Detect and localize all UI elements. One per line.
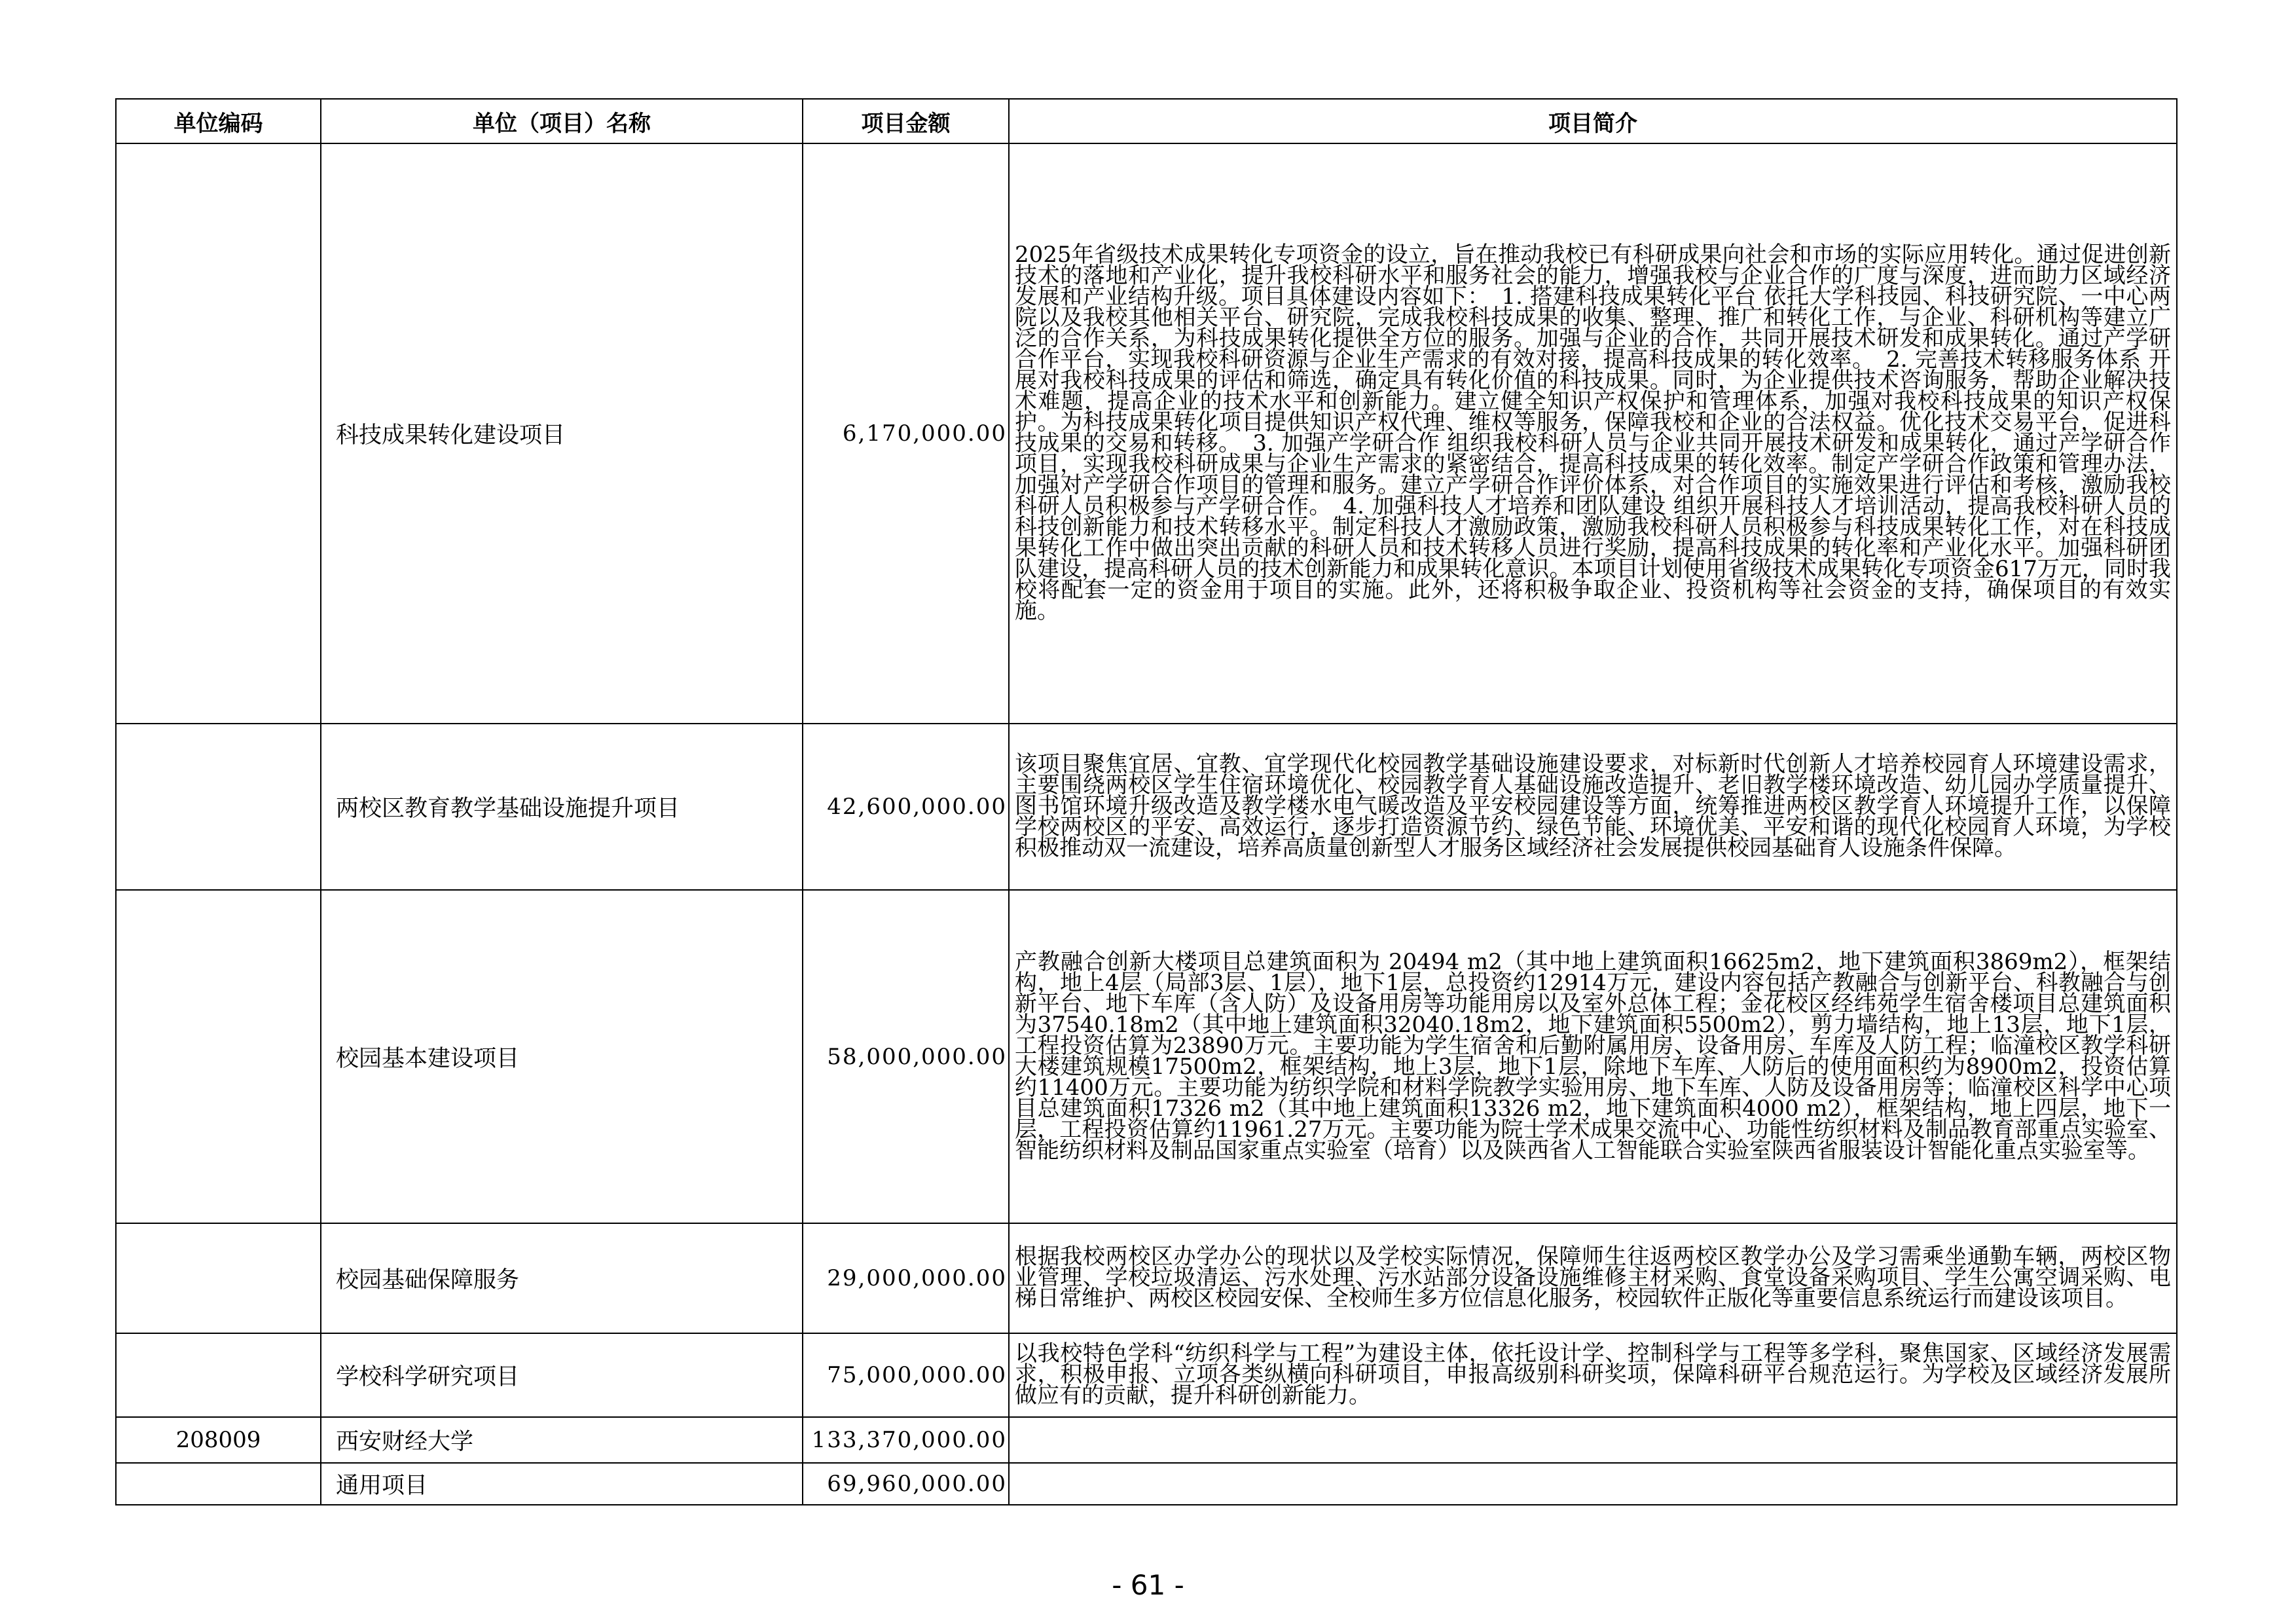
table-header-row: [116, 99, 2177, 143]
header-unit-code: 单位编码: [116, 99, 321, 143]
project-name: 两校区教育教学基础设施提升项目: [321, 724, 803, 890]
unit-code: [116, 1333, 321, 1417]
unit-code: 208009: [116, 1417, 321, 1463]
table-row: [116, 890, 2177, 1223]
project-description: 以我校特色学科“纺织科学与工程”为建设主体，依托设计学、控制科学与工程等多学科，聚焦国家、区域经济发展需求，积极申报、立项各类纵横向科研项目，申报高级别科研奖项，保障科研平台规范运行。为学校及区域经济发展所做应有的贡献，提升科研创新能力。: [1009, 1333, 2177, 1417]
header-unit-name: 单位（项目）名称: [321, 99, 803, 143]
project-description: [1009, 1463, 2177, 1505]
project-name: 校园基本建设项目: [321, 890, 803, 1223]
unit-code: [116, 1463, 321, 1505]
project-description: 该项目聚焦宜居、宜教、宜学现代化校园教学基础设施建设要求，对标新时代创新人才培养校园育人环境建设需求，主要围绕两校区学生住宿环境优化、校园教学育人基础设施改造提升、老旧教学楼环境改造、幼儿园办学质量提升、图书馆环境升级改造及教学楼水电气暖改造及平安校园建设等方面，统筹推进两校区教学育人环境提升工作，以保障学校两校区的平安、高效运行，逐步打造资源节约、绿色节能、环境优美、平安和谐的现代化校园育人环境，为学校积极推动双一流建设，培养高质量创新型人才服务区域经济社会发展提供校园基础育人设施条件保障。: [1009, 724, 2177, 890]
project-amount: 69,960,000.00: [803, 1463, 1009, 1505]
project-description: 根据我校两校区办学办公的现状以及学校实际情况，保障师生往返两校区教学办公及学习需乘坐通勤车辆，两校区物业管理、学校垃圾清运、污水处理、污水站部分设备设施维修主材采购、食堂设备采购项目、学生公寓空调采购、电梯日常维护、两校区校园安保、全校师生多方位信息化服务，校园软件正版化等重要信息系统运行而建设该项目。: [1009, 1223, 2177, 1333]
header-amount: 项目金额: [803, 99, 1009, 143]
unit-code: [116, 143, 321, 724]
project-amount: 29,000,000.00: [803, 1223, 1009, 1333]
project-description: 产教融合创新大楼项目总建筑面积为 20494 m2（其中地上建筑面积16625m2，地下建筑面积3869m2），框架结构，地上4层（局部3层、1层），地下1层，总投资约12914万元，建设内容包括产教融合与创新平台、科教融合与创新平台、地下车库（含人防）及设备用房等功能用房以及室外总体工程；金花校区经纬苑学生宿舍楼项目总建筑面积为37540.18m2（其中地上建筑面积32040.18m2，地下建筑面积5500m2），剪力墙结构，地上13层，地下1层，工程投资估算为23890万元。主要功能为学生宿舍和后勤附属用房、设备用房、车库及人防工程；临潼校区教学科研大楼建筑规模17500m2，框架结构，地上3层，地下1层，除地下车库、人防后的使用面积约为8900m2，投资估算约11400万元。主要功能为纺织学院和材料学院教学实验用房、地下车库、人防及设备用房等；临潼校区科学中心项目总建筑面积17326 m2（其中地上建筑面积13326 m2，地下建筑面积4000 m2），框架结构，地上四层，地下一层，工程投资估算约11961.27万元。主要功能为院士学术成果交流中心、功能性纺织材料及制品教育部重点实验室、智能纺织材料及制品国家重点实验室（培育）以及陕西省人工智能联合实验室陕西省服装设计智能化重点实验室等。: [1009, 890, 2177, 1223]
project-name: 西安财经大学: [321, 1417, 803, 1463]
project-amount: 58,000,000.00: [803, 890, 1009, 1223]
project-amount: 133,370,000.00: [803, 1417, 1009, 1463]
project-description: [1009, 1417, 2177, 1463]
project-name: 校园基础保障服务: [321, 1223, 803, 1333]
unit-code: [116, 890, 321, 1223]
table-row: [116, 724, 2177, 890]
project-amount: 42,600,000.00: [803, 724, 1009, 890]
table-row: [116, 1223, 2177, 1333]
unit-code: [116, 1223, 321, 1333]
project-description: 2025年省级技术成果转化专项资金的设立，旨在推动我校已有科研成果向社会和市场的实际应用转化。通过促进创新技术的落地和产业化，提升我校科研水平和服务社会的能力，增强我校与企业合作的广度与深度，进而助力区域经济发展和产业结构升级。项目具体建设内容如下： 1. 搭建科技成果转化平台 依托大学科技园、科技研究院、一中心两院以及我校其他相关平台、研究院，完成我校科技成果的收集、整理、推广和转化工作，与企业、科研机构等建立广泛的合作关系，为科技成果转化提供全方位的服务。加强与企业的合作，共同开展技术研发和成果转化。通过产学研合作平台，实现我校科研资源与企业生产需求的有效对接，提高科技成果的转化效率。 2. 完善技术转移服务体系 开展对我校科技成果的评估和筛选，确定具有转化价值的科技成果。同时，为企业提供技术咨询服务，帮助企业解决技术难题，提高企业的技术水平和创新能力。建立健全知识产权保护和管理体系，加强对我校科技成果的知识产权保护。为科技成果转化项目提供知识产权代理、维权等服务，保障我校和企业的合法权益。优化技术交易平台，促进科技成果的交易和转移。 3. 加强产学研合作 组织我校科研人员与企业共同开展技术研发和成果转化，通过产学研合作项目，实现我校科研成果与企业生产需求的紧密结合，提高科技成果的转化效率。制定产学研合作政策和管理办法，加强对产学研合作项目的管理和服务。建立产学研合作评价体系，对合作项目的实施效果进行评估和考核，激励我校科研人员积极参与产学研合作。 4. 加强科技人才培养和团队建设 组织开展科技人才培训活动，提高我校科研人员的科技创新能力和技术转移水平。制定科技人才激励政策，激励我校科研人员积极参与科技成果转化工作，对在科技成果转化工作中做出突出贡献的科研人员和技术转移人员进行奖励，提高科技成果的转化率和产业化水平。加强科研团队建设，提高科研人员的技术创新能力和成果转化意识。本项目计划使用省级技术成果转化专项资金617万元，同时我校将配套一定的资金用于项目的实施。此外，还将积极争取企业、投资机构等社会资金的支持，确保项目的有效实施。: [1009, 143, 2177, 724]
page-number: - 61 -: [1112, 1569, 1184, 1601]
project-amount: 75,000,000.00: [803, 1333, 1009, 1417]
project-name: 通用项目: [321, 1463, 803, 1505]
table-row: [116, 143, 2177, 724]
table-row: [116, 1463, 2177, 1505]
project-name: 科技成果转化建设项目: [321, 143, 803, 724]
budget-table: [115, 98, 2178, 1505]
table-row: [116, 1333, 2177, 1417]
unit-code: [116, 724, 321, 890]
header-description: 项目简介: [1009, 99, 2177, 143]
table-row: [116, 1417, 2177, 1463]
project-name: 学校科学研究项目: [321, 1333, 803, 1417]
project-amount: 6,170,000.00: [803, 143, 1009, 724]
